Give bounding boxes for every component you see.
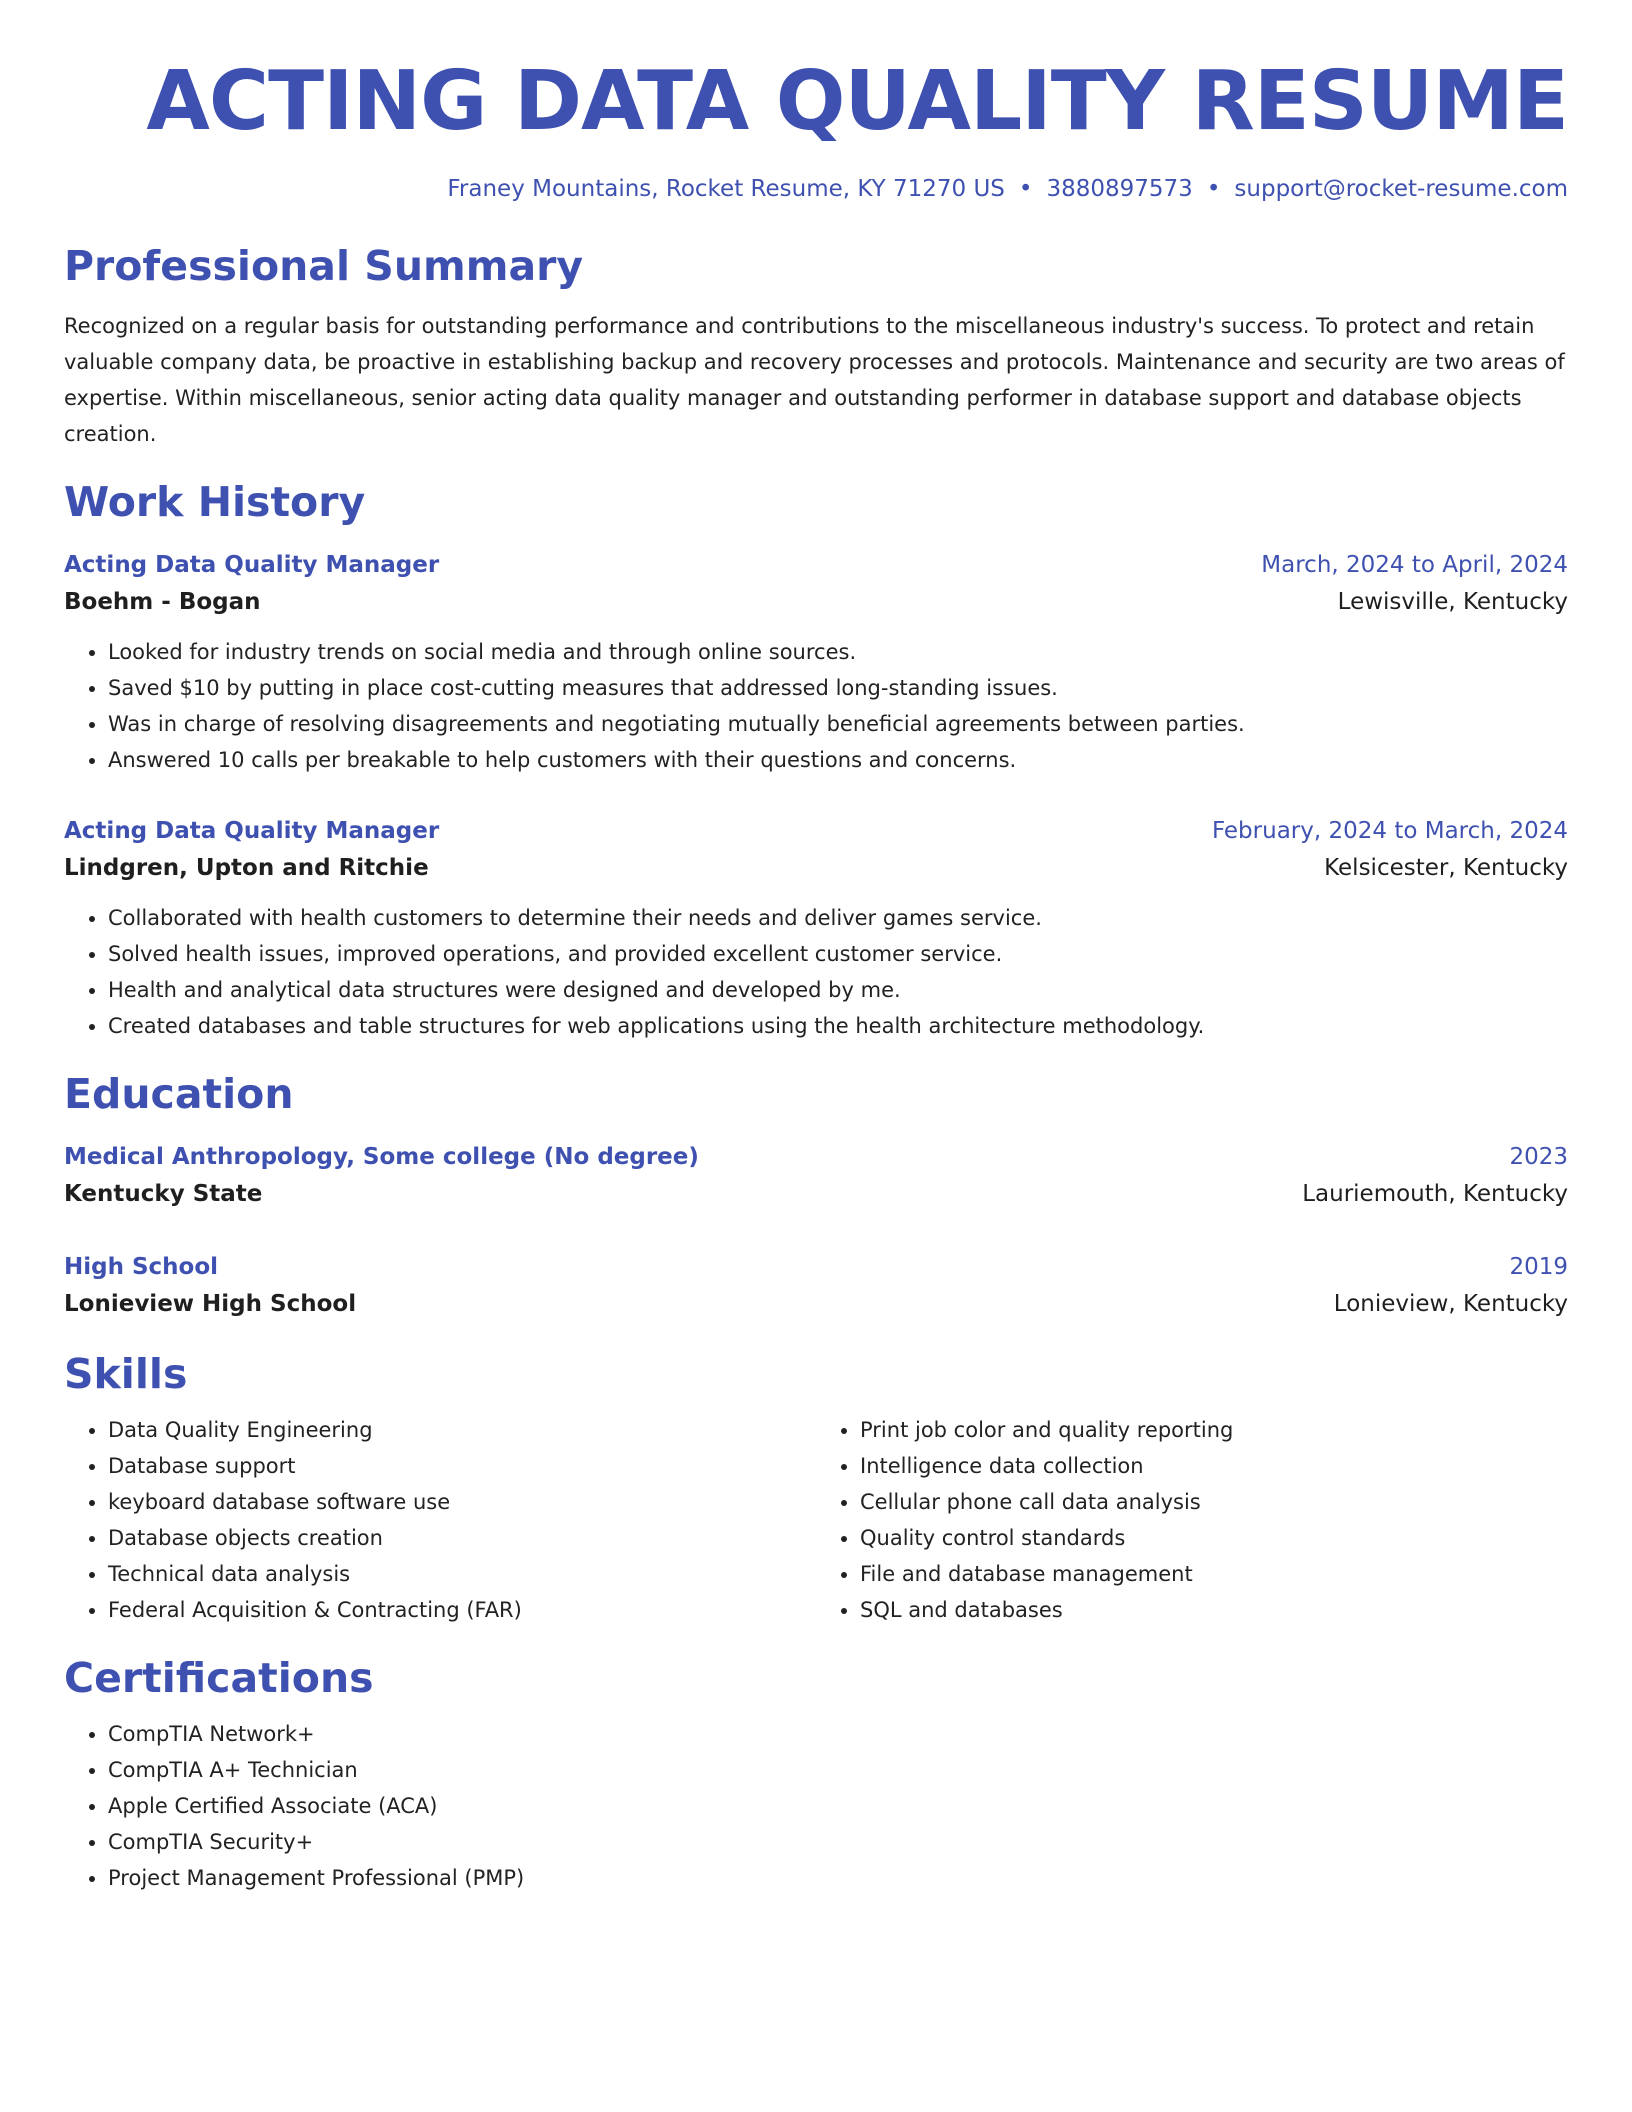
skill-item: • File and database management	[860, 1556, 1568, 1592]
section-title-skills: Skills	[64, 1350, 188, 1398]
degree-title: Medical Anthropology, Some college (No degree)	[64, 1144, 699, 1170]
job-title: Acting Data Quality Manager	[64, 818, 440, 844]
certification-item: • Project Management Professional (PMP)	[108, 1860, 1568, 1896]
job-bullet: • Was in charge of resolving disagreements and negotiating mutually beneficial agreements between parties.	[108, 706, 1568, 742]
education-entry	[64, 1140, 1568, 1214]
job-location: Lewisville, Kentucky	[1337, 589, 1568, 615]
skill-item: • Intelligence data collection	[860, 1448, 1568, 1484]
resume-page	[64, 52, 1568, 1896]
resume-title: ACTING DATA QUALITY RESUME	[146, 54, 1568, 149]
skill-item: • SQL and databases	[860, 1592, 1568, 1628]
job-bullet: • Health and analytical data structures were designed and developed by me.	[108, 972, 1568, 1008]
certifications-list	[64, 1716, 1568, 1896]
contact-separator: •	[1206, 176, 1221, 202]
certification-item: • Apple Certified Associate (ACA)	[108, 1788, 1568, 1824]
school-location: Lauriemouth, Kentucky	[1302, 1181, 1568, 1207]
education-entry-subheader	[64, 1174, 1568, 1214]
job-bullet: • Saved $10 by putting in place cost-cutting measures that addressed long-standing issues.	[108, 670, 1568, 706]
contact-address: Franey Mountains, Rocket Resume, KY 71270 US	[447, 176, 1005, 202]
certification-item: • CompTIA A+ Technician	[108, 1752, 1568, 1788]
contact-separator: •	[1018, 176, 1033, 202]
job-bullet: • Collaborated with health customers to determine their needs and deliver games service.	[108, 900, 1568, 936]
contact-email: support@rocket-resume.com	[1234, 176, 1568, 202]
skills-column-2	[816, 1412, 1568, 1628]
section-title-summary: Professional Summary	[64, 242, 584, 290]
school-name: Lonieview High School	[64, 1291, 357, 1317]
degree-title: High School	[64, 1254, 219, 1280]
section-title-certifications: Certifications	[64, 1654, 374, 1702]
job-dates: February, 2024 to March, 2024	[1211, 818, 1568, 844]
certification-item: • CompTIA Network+	[108, 1716, 1568, 1752]
company-name: Lindgren, Upton and Ritchie	[64, 855, 429, 881]
education-year: 2023	[1509, 1144, 1568, 1170]
summary-text: Recognized on a regular basis for outstanding performance and contributions to the miscellaneous industry's success. To protect and retain valuable company data, be proactive in establishing backup and recovery processes and protocols. Maintenance and security are two areas of expertise. Within miscellaneous, senior acting data quality manager and outstanding performer in database support and database objects creation.	[64, 314, 1565, 446]
education-entry-subheader	[64, 1284, 1568, 1324]
education-entry	[64, 1250, 1568, 1324]
skill-item: • Database support	[108, 1448, 816, 1484]
skills-column-1	[64, 1412, 816, 1628]
contact-line	[64, 174, 1568, 204]
job-title: Acting Data Quality Manager	[64, 552, 440, 578]
job-bullets	[64, 900, 1568, 1044]
work-entry-subheader	[64, 582, 1568, 622]
work-entry-subheader	[64, 848, 1568, 888]
school-name: Kentucky State	[64, 1181, 263, 1207]
education-year: 2019	[1509, 1254, 1568, 1280]
skill-item: • Technical data analysis	[108, 1556, 816, 1592]
work-entry-header	[64, 814, 1568, 848]
job-bullet: • Looked for industry trends on social media and through online sources.	[108, 634, 1568, 670]
company-name: Boehm - Bogan	[64, 589, 261, 615]
work-entry	[64, 814, 1568, 1044]
skill-item: • keyboard database software use	[108, 1484, 816, 1520]
resume-header	[64, 52, 1568, 204]
certification-item: • CompTIA Security+	[108, 1824, 1568, 1860]
skills-grid	[64, 1412, 1568, 1628]
skill-item: • Print job color and quality reporting	[860, 1412, 1568, 1448]
skill-item: • Data Quality Engineering	[108, 1412, 816, 1448]
skill-item: • Federal Acquisition & Contracting (FAR)	[108, 1592, 816, 1628]
education-entry-header	[64, 1140, 1568, 1174]
skill-item: • Cellular phone call data analysis	[860, 1484, 1568, 1520]
job-dates: March, 2024 to April, 2024	[1261, 552, 1568, 578]
section-title-education: Education	[64, 1070, 294, 1118]
job-bullets	[64, 634, 1568, 778]
work-entry-header	[64, 548, 1568, 582]
skill-item: • Database objects creation	[108, 1520, 816, 1556]
job-bullet: • Answered 10 calls per breakable to help customers with their questions and concerns.	[108, 742, 1568, 778]
education-entry-header	[64, 1250, 1568, 1284]
job-bullet: • Created databases and table structures for web applications using the health architecture methodology.	[108, 1008, 1568, 1044]
contact-phone: 3880897573	[1046, 176, 1193, 202]
work-entry	[64, 548, 1568, 778]
school-location: Lonieview, Kentucky	[1333, 1291, 1568, 1317]
job-location: Kelsicester, Kentucky	[1324, 855, 1568, 881]
job-bullet: • Solved health issues, improved operations, and provided excellent customer service.	[108, 936, 1568, 972]
skill-item: • Quality control standards	[860, 1520, 1568, 1556]
section-title-work-history: Work History	[64, 478, 366, 526]
